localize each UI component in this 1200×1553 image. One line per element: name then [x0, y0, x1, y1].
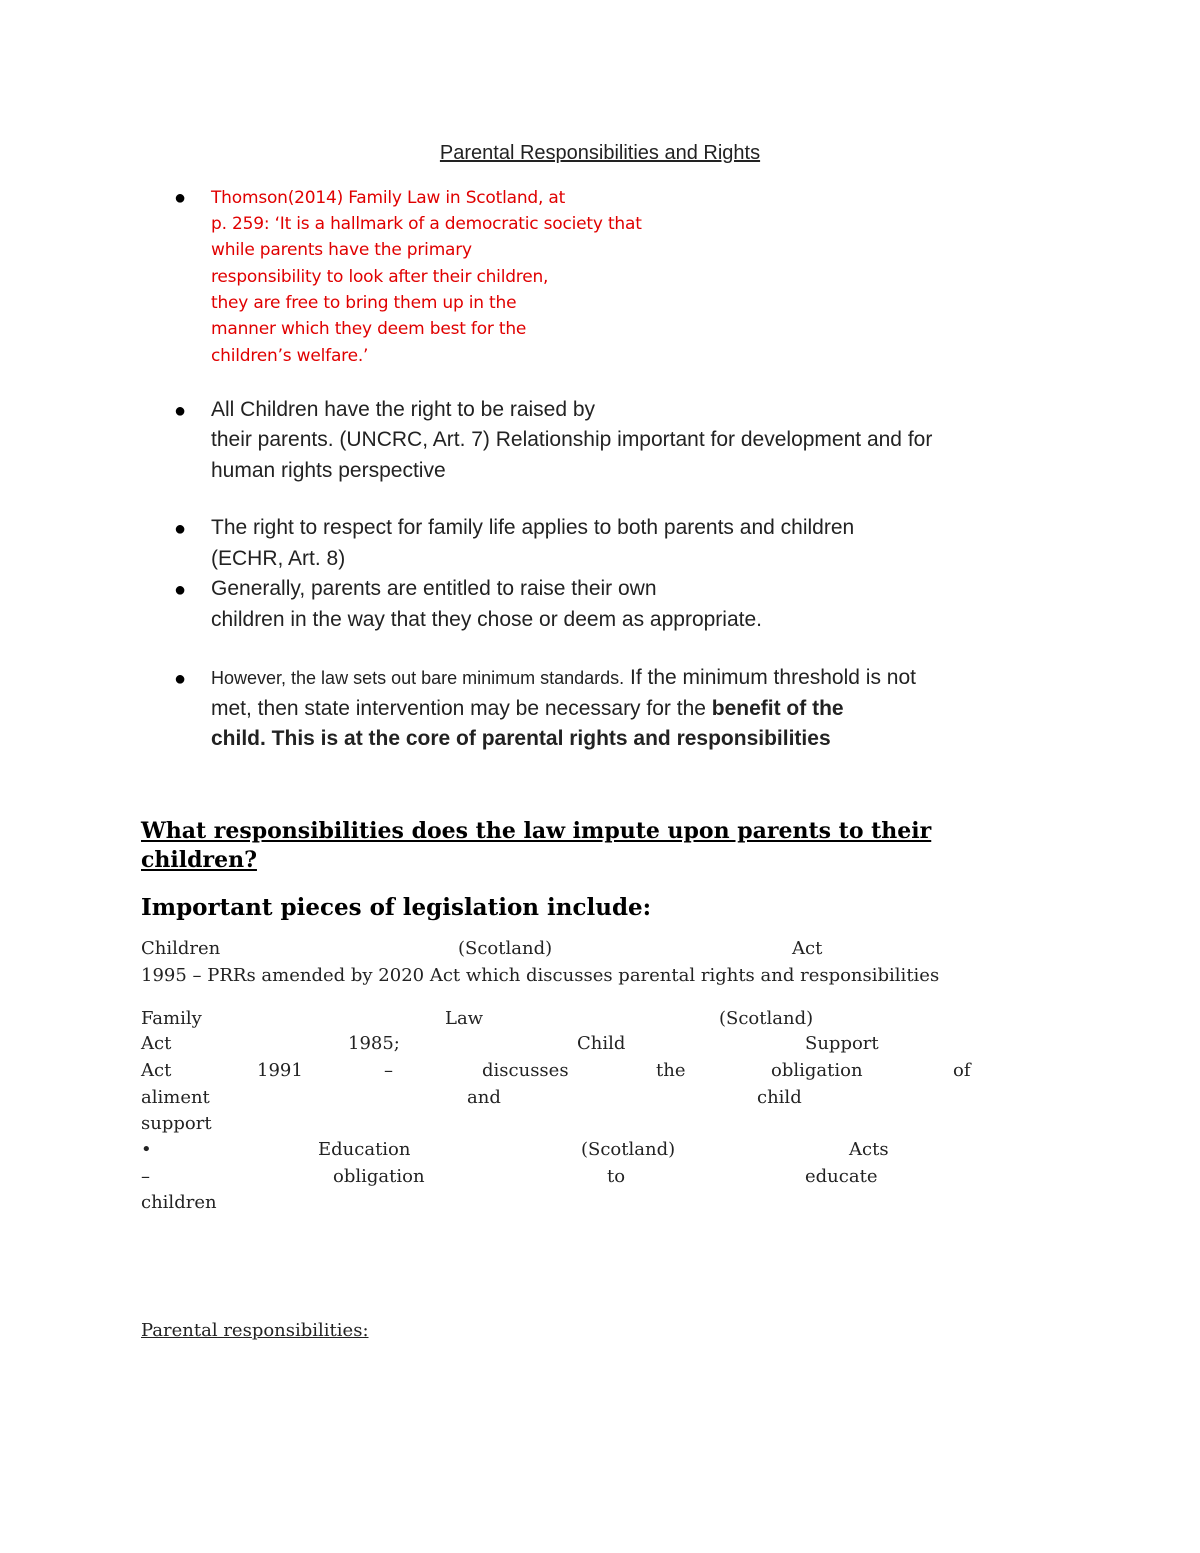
bullet-text-line: (ECHR, Art. 8) [211, 547, 346, 570]
heading-text: Parental responsibilities: [141, 1320, 369, 1341]
word: (Scotland) [458, 938, 553, 959]
row-text: support [141, 1113, 212, 1134]
word: Act [141, 1033, 172, 1054]
quote-line: manner which they deem best for the [211, 319, 527, 339]
word: aliment [141, 1087, 210, 1108]
word: Family [141, 1008, 202, 1029]
word: • [141, 1139, 152, 1160]
quote-line: Thomson(2014) Family Law in Scotland, at [211, 188, 566, 208]
bullet-text-line [211, 666, 916, 690]
word: obligation [771, 1060, 863, 1081]
bullet-text-segment: If the minimum threshold is not [624, 666, 916, 689]
subheading: Important pieces of legislation include: [141, 894, 652, 921]
bullet-text-line [211, 697, 844, 721]
word: the [656, 1060, 686, 1081]
bullet-text-line: All Children have the right to be raised by [211, 398, 596, 421]
word: and [467, 1087, 501, 1108]
word: of [953, 1060, 971, 1081]
word: Law [445, 1008, 484, 1029]
word: Acts [849, 1139, 889, 1160]
word: 1991 [257, 1060, 303, 1081]
word: (Scotland) [719, 1008, 814, 1029]
word: – [141, 1166, 150, 1187]
bullet-text-line: human rights perspective [211, 459, 446, 482]
row-text: children [141, 1192, 217, 1213]
bullet-text-line: child. This is at the core of parental rights and responsibilities [211, 727, 831, 750]
bullet-text-bold: benefit of the [711, 697, 844, 720]
bullet-text-segment: However, the law sets out bare minimum standards. [211, 668, 625, 688]
bullet-text-line: their parents. (UNCRC, Art. 7) Relationship important for development and for [211, 428, 933, 451]
bullet-icon: ● [174, 400, 187, 422]
quote-line: while parents have the primary [211, 240, 472, 260]
quote-line: responsibility to look after their children, [211, 267, 549, 287]
quote-line: children’s welfare.’ [211, 346, 369, 366]
word: child [757, 1087, 802, 1108]
bullet-text-line: The right to respect for family life applies to both parents and children [211, 516, 855, 539]
bullet-icon: ● [174, 668, 187, 690]
word: to [607, 1166, 626, 1187]
word: Act [141, 1060, 172, 1081]
quote-line: they are free to bring them up in the [211, 293, 517, 313]
word: Act [792, 938, 823, 959]
word: obligation [333, 1166, 425, 1187]
bullet-text-segment: met, then state intervention may be necessary for the [211, 697, 712, 720]
word: Child [577, 1033, 626, 1054]
row-text: 1995 – PRRs amended by 2020 Act which discusses parental rights and responsibilities [141, 965, 940, 986]
section-heading: What responsibilities does the law impute upon parents to their [141, 818, 932, 844]
word: Children [141, 938, 221, 959]
bullet-icon: ● [174, 187, 187, 209]
bullet-text-line: Generally, parents are entitled to raise their own [211, 577, 657, 600]
word: discusses [482, 1060, 569, 1081]
word: educate [805, 1166, 878, 1187]
word: (Scotland) [581, 1139, 676, 1160]
word: Education [318, 1139, 411, 1160]
bullet-icon: ● [174, 579, 187, 601]
document-title: Parental Responsibilities and Rights [439, 142, 761, 164]
section-heading: children? [141, 847, 257, 873]
bullet-icon: ● [174, 518, 187, 540]
word: – [384, 1060, 393, 1081]
bullet-text-line: children in the way that they chose or deem as appropriate. [211, 608, 762, 631]
word: 1985; [348, 1033, 400, 1054]
word: Support [805, 1033, 879, 1054]
quote-line: p. 259: ‘It is a hallmark of a democratic society that [211, 214, 642, 234]
